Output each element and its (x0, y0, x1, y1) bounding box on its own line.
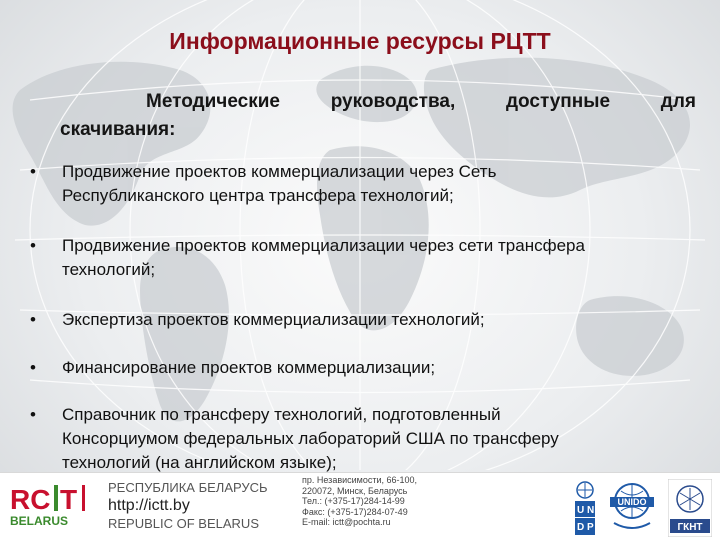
gknt-logo (668, 479, 712, 537)
rctt-logo-belarus: BELARUS (10, 514, 69, 528)
bullet-line: Продвижение проектов коммерциализации через сети трансфера (62, 236, 585, 255)
undp-letter: U (577, 505, 585, 516)
contact-line: 220072, Минск, Беларусь (302, 485, 408, 496)
undp-letter: D (577, 522, 585, 533)
bullet-line: Финансирование проектов коммерциализации; (62, 358, 436, 377)
bullet-line: Экспертиза проектов коммерциализации технологий; (62, 310, 485, 329)
org-block (108, 479, 294, 533)
org-name-ru: РЕСПУБЛИКА БЕЛАРУСЬ (108, 480, 268, 495)
bullet-marker: • (30, 405, 36, 424)
bullet-marker: • (30, 358, 36, 377)
rctt-logo (10, 483, 96, 529)
slide-title: Информационные ресурсы РЦТТ (169, 28, 551, 54)
bullet-line: технологий; (62, 260, 156, 279)
bullet-line: Справочник по трансферу технологий, подготовленный (62, 405, 501, 424)
unido-logo (602, 479, 662, 537)
bullet-line: Республиканского центра трансфера технологий; (62, 186, 454, 205)
bullet-item (30, 160, 700, 208)
undp-logo (574, 481, 596, 537)
contact-block (302, 475, 442, 528)
subtitle-word: руководства, (330, 91, 456, 112)
subtitle-word: Методические (146, 91, 280, 112)
slide-subtitle (60, 88, 696, 144)
footer-bar (0, 472, 720, 540)
rctt-logo-rc: RC (10, 484, 51, 515)
org-name-en: REPUBLIC OF BELARUS (108, 516, 259, 531)
rctt-logo-t: T (60, 484, 78, 515)
contact-line: пр. Независимости, 66-100, (302, 475, 418, 485)
bullet-line: Продвижение проектов коммерциализации через Сеть (62, 162, 497, 181)
bullet-marker: • (30, 236, 36, 255)
bullet-item (30, 308, 700, 332)
bullet-marker: • (30, 162, 36, 181)
bullet-line: Консорциумом федеральных лабораторий США по трансферу (62, 429, 559, 448)
bullet-line: технологий (на английском языке); (62, 453, 337, 472)
contact-line: Тел.: (+375-17)284-14-99 (302, 496, 405, 506)
subtitle-line-1 (60, 88, 696, 116)
undp-letter: P (587, 522, 594, 533)
subtitle-word: доступные (505, 91, 611, 112)
unido-label: UNIDO (617, 497, 647, 507)
subtitle-line-2: скачивания: (60, 119, 176, 140)
gknt-label: ГКНТ (677, 522, 703, 533)
subtitle-word: для (660, 91, 696, 112)
bullet-item (30, 356, 700, 380)
bullet-item (30, 403, 700, 475)
website-link[interactable]: http://ictt.by (108, 497, 190, 514)
undp-letter: N (587, 505, 595, 516)
bullet-marker: • (30, 310, 36, 329)
bullet-item (30, 234, 700, 282)
contact-line: Факс: (+375-17)284-07-49 (302, 506, 408, 517)
contact-email[interactable]: E-mail: ictt@pochta.ru (302, 517, 391, 527)
